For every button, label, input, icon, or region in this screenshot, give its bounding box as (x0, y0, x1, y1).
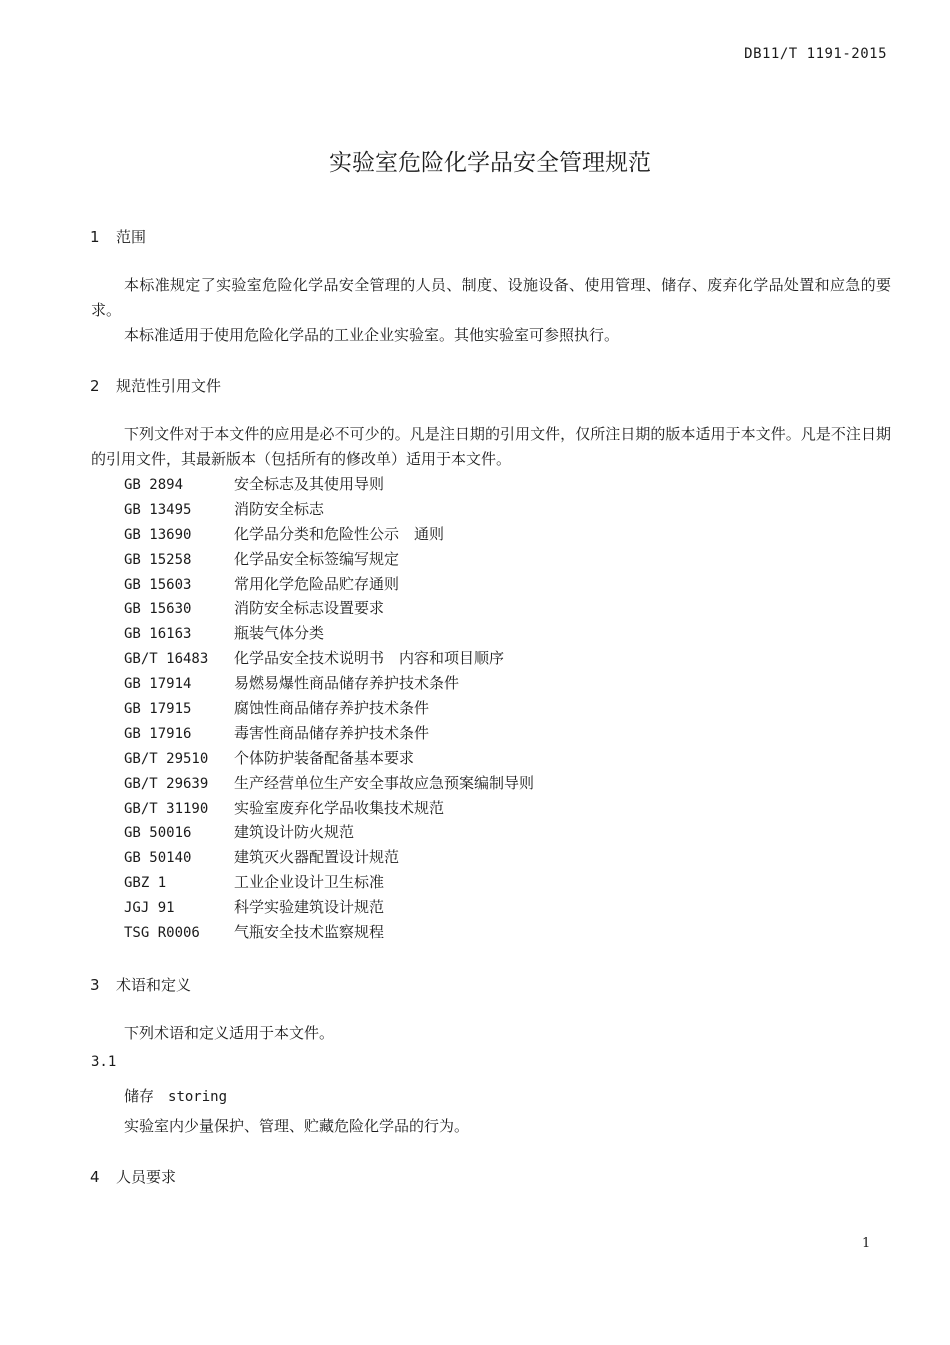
reference-code: GB 15258 (124, 551, 192, 568)
section-number: 2 (90, 377, 100, 395)
reference-title: 消防安全标志设置要求 (234, 599, 385, 618)
section-number: 3 (90, 976, 100, 994)
reference-item (124, 796, 534, 821)
terms-intro: 下列术语和定义适用于本文件。 (124, 1024, 335, 1042)
reference-item (124, 596, 534, 621)
term-chinese: 储存 (124, 1087, 155, 1105)
section-title: 规范性引用文件 (116, 377, 222, 395)
reference-code: GB/T 29510 (124, 750, 209, 767)
reference-title: 化学品安全技术说明书 内容和项目顺序 (234, 649, 505, 668)
section-title: 范围 (116, 228, 147, 246)
section-title: 术语和定义 (116, 976, 192, 994)
reference-title: 毒害性商品储存养护技术条件 (234, 723, 430, 742)
reference-code: GB 17916 (124, 725, 192, 742)
section-heading-scope (90, 226, 146, 247)
page-number: 1 (862, 1236, 871, 1251)
reference-item (124, 547, 534, 572)
reference-item (124, 771, 534, 796)
reference-item (124, 870, 534, 895)
page-title: 实验室危险化学品安全管理规范 (329, 150, 651, 176)
reference-code: GB 50016 (124, 825, 192, 842)
reference-title: 科学实验建筑设计规范 (234, 898, 385, 917)
section-heading-terms (90, 974, 191, 995)
reference-code: GB 13495 (124, 501, 192, 518)
reference-item (124, 522, 534, 547)
reference-title: 工业企业设计卫生标准 (234, 873, 385, 892)
reference-item (124, 820, 534, 845)
reference-title: 实验室废弃化学品收集技术规范 (234, 798, 445, 817)
reference-item (124, 696, 534, 721)
term-entry (124, 1085, 227, 1106)
reference-code: GB 16163 (124, 626, 192, 643)
term-english: storing (168, 1089, 228, 1105)
reference-code: JGJ 91 (124, 900, 175, 917)
section-heading-personnel (90, 1166, 176, 1187)
reference-item (124, 920, 534, 945)
reference-list (124, 472, 534, 945)
reference-code: GB 15630 (124, 601, 192, 618)
reference-item (124, 845, 534, 870)
reference-item (124, 572, 534, 597)
reference-title: 建筑设计防火规范 (234, 823, 355, 842)
reference-code: TSG R0006 (124, 925, 200, 942)
reference-code: GB/T 29639 (124, 775, 209, 792)
reference-title: 化学品分类和危险性公示 通则 (234, 524, 445, 543)
section-number: 4 (90, 1168, 100, 1186)
reference-title: 安全标志及其使用导则 (234, 475, 385, 493)
reference-item (124, 721, 534, 746)
reference-title: 个体防护装备配备基本要求 (234, 748, 415, 767)
reference-title: 腐蚀性商品储存养护技术条件 (234, 699, 430, 718)
reference-item (124, 621, 534, 646)
scope-paragraph-2: 本标准适用于使用危险化学品的工业企业实验室。其他实验室可参照执行。 (124, 326, 620, 344)
reference-title: 化学品安全标签编写规定 (234, 549, 400, 568)
reference-code: GB 13690 (124, 526, 192, 543)
term-definition: 实验室内少量保护、管理、贮藏危险化学品的行为。 (124, 1117, 470, 1135)
reference-title: 瓶装气体分类 (234, 624, 325, 643)
scope-paragraph-1: 本标准规定了实验室危险化学品安全管理的人员、制度、设施设备、使用管理、储存、废弃化学品处置和应急的要求。 (91, 276, 891, 319)
reference-code: GB 17915 (124, 701, 192, 718)
reference-code: GB 17914 (124, 676, 192, 693)
reference-item (124, 671, 534, 696)
reference-title: 消防安全标志 (234, 499, 325, 518)
reference-item (124, 746, 534, 771)
reference-code: GB/T 16483 (124, 651, 209, 668)
reference-code: GB 2894 (124, 477, 184, 493)
section-heading-normative-references (90, 375, 221, 396)
section-number: 1 (90, 228, 100, 246)
normative-intro-paragraph: 下列文件对于本文件的应用是必不可少的。凡是注日期的引用文件，仅所注日期的版本适用于本文件。凡是不注日期的引用文件，其最新版本（包括所有的修改单）适用于本文件。 (91, 425, 891, 468)
clause-number: 3.1 (91, 1054, 117, 1070)
reference-item (124, 895, 534, 920)
reference-code: GBZ 1 (124, 875, 167, 892)
reference-item (124, 646, 534, 671)
reference-code: GB/T 31190 (124, 800, 209, 817)
reference-item (124, 472, 534, 497)
reference-code: GB 15603 (124, 576, 192, 593)
reference-title: 建筑灭火器配置设计规范 (234, 848, 400, 867)
document-code: DB11/T 1191-2015 (744, 46, 887, 62)
section-title: 人员要求 (116, 1168, 177, 1186)
reference-item (124, 497, 534, 522)
reference-title: 气瓶安全技术监察规程 (234, 923, 385, 942)
reference-code: GB 50140 (124, 850, 192, 867)
reference-title: 生产经营单位生产安全事故应急预案编制导则 (234, 773, 535, 792)
reference-title: 易燃易爆性商品储存养护技术条件 (234, 674, 460, 693)
reference-title: 常用化学危险品贮存通则 (234, 574, 400, 593)
